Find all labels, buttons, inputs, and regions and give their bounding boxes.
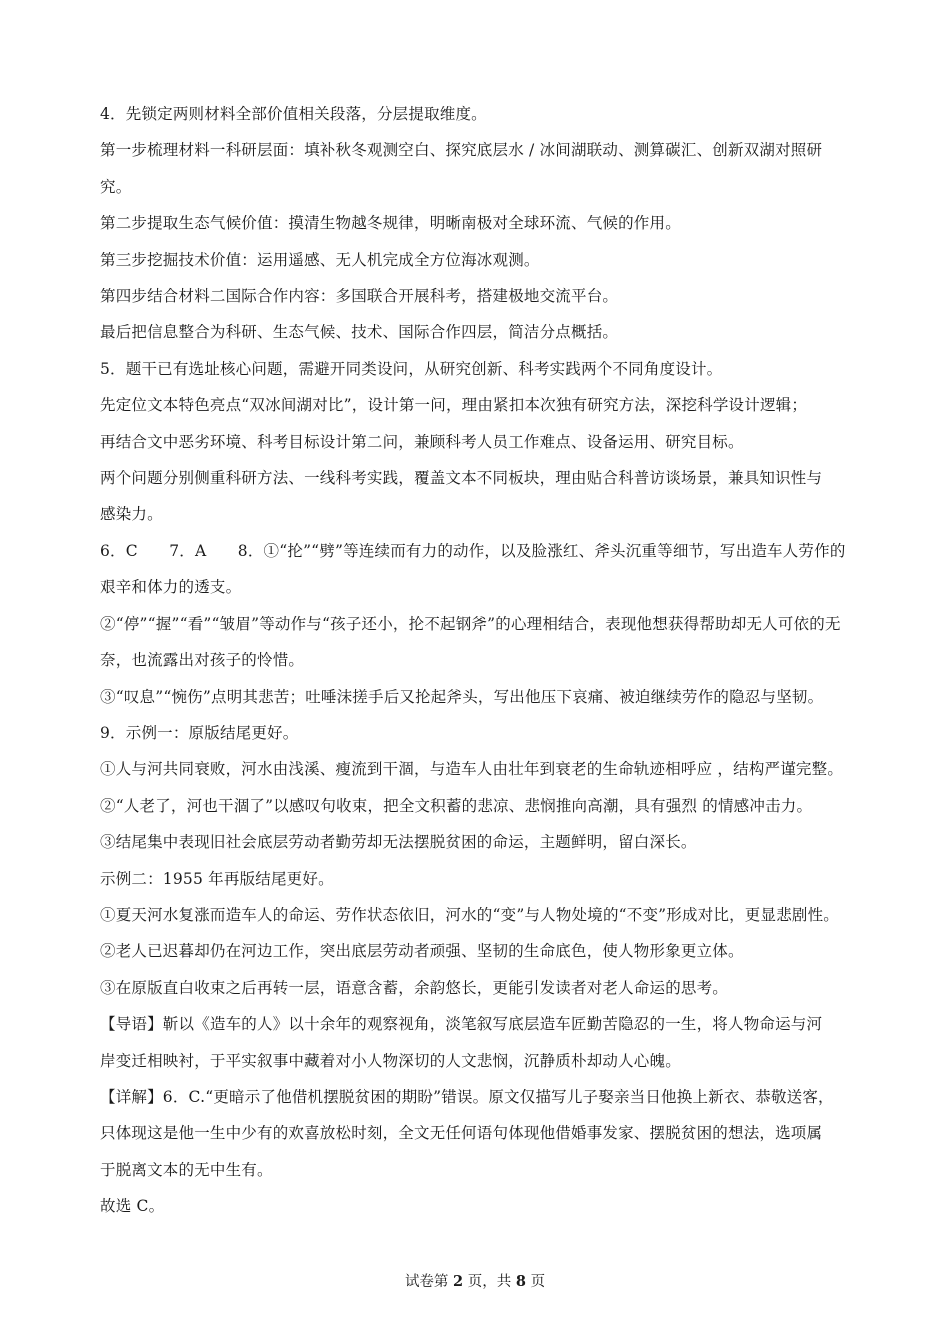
answer-line: 最后把信息整合为科研、生态气候、技术、国际合作四层，简洁分点概括。 [100,323,619,342]
answer-line: ②“停”“握”“看”“皱眉”等动作与“孩子还小，抡不起钢斧”的心理相结合，表现他想获得帮助却无人可依的无 [100,614,841,633]
answer-line: 再结合文中恶劣环境、科考目标设计第二问，兼顾科考人员工作难点、设备运用、研究目标。 [100,432,744,451]
answer-line: ②老人已迟暮却仍在河边工作，突出底层劳动者顽强、坚韧的生命底色，使人物形象更立体。 [100,942,744,961]
answer-line: 两个问题分别侧重科研方法、一线科考实践，覆盖文本不同板块，理由贴合科普访谈场景，兼具知识性与 [100,469,823,488]
answer-line: 9．示例一：原版结尾更好。 [100,723,299,742]
answer-line: 故选 C。 [100,1197,165,1216]
answer-line: ①夏天河水复涨而造车人的命运、劳作状态依旧，河水的“变”与人物处境的“不变”形成对比，更显悲剧性。 [100,905,839,924]
answer-line: 艰辛和体力的透支。 [100,578,242,597]
page-footer [0,1272,950,1292]
answer-line: 第二步提取生态气候价值：摸清生物越冬规律，明晰南极对全球环流、气候的作用。 [100,214,681,233]
answer-line: 先定位文本特色亮点“双冰间湖对比”，设计第一问，理由紧扣本次独有研究方法，深挖科学设计逻辑； [100,396,808,415]
answer-line: 6．C 7．A 8．①“抡”“劈”等连续而有力的动作，以及脸涨红、斧头沉重等细节，写出造车人劳作的 [100,541,846,560]
answer-line: 岸变迁相映衬，于平实叙事中藏着对小人物深切的人文悲悯，沉静质朴却动人心魄。 [100,1051,681,1070]
answer-line: ①人与河共同衰败，河水由浅溪、瘦流到干涸，与造车人由壮年到衰老的生命轨迹相呼应 ，结构严谨完整。 [100,760,844,779]
answer-line: 于脱离文本的无中生有。 [100,1160,273,1179]
answer-line: 【详解】6．C.“更暗示了他借机摆脱贫困的期盼”错误。原文仅描写儿子娶亲当日他换上新衣、恭敬送客， [100,1087,834,1106]
answer-line: ②“人老了，河也干涸了”以感叹句收束，把全文积蓄的悲凉、悲悯推向高潮，具有强烈 的情感冲击力。 [100,796,813,815]
answer-line: 【导语】靳以《造车的人》以十余年的观察视角，淡笔叙写底层造车匠勤苦隐忍的一生，将人物命运与河 [100,1015,823,1034]
answer-line: 第一步梳理材料一科研层面：填补秋冬观测空白、探究底层水 / 冰间湖联动、测算碳汇、创新双湖对照研 [100,141,823,160]
answer-line: 第四步结合材料二国际合作内容：多国联合开展科考，搭建极地交流平台。 [100,287,619,306]
answer-line: ③在原版直白收束之后再转一层，语意含蓄，余韵悠长，更能引发读者对老人命运的思考。 [100,978,729,997]
answer-line: 只体现这是他一生中少有的欢喜放松时刻，全文无任何语句体现他借婚事发家、摆脱贫困的想法，选项属 [100,1124,823,1143]
footer-middle: 页，共 [467,1274,512,1290]
footer-suffix: 页 [530,1274,546,1290]
footer-page-number: 2 [453,1273,464,1290]
answer-line: 示例二：1955 年再版结尾更好。 [100,869,334,888]
answer-line: ③“叹息”“惋伤”点明其悲苦；吐唾沫搓手后又抡起斧头，写出他压下哀痛、被迫继续劳作的隐忍与坚韧。 [100,687,824,706]
answer-line: ③结尾集中表现旧社会底层劳动者勤劳却无法摆脱贫困的命运，主题鲜明，留白深长。 [100,833,697,852]
answer-line: 5．题干已有选址核心问题，需避开同类设问，从研究创新、科考实践两个不同角度设计。 [100,359,723,378]
footer-total-pages: 8 [515,1273,526,1290]
answer-line: 究。 [100,177,132,196]
footer-prefix: 试卷第 [404,1274,449,1290]
answer-line: 感染力。 [100,505,163,524]
answer-line: 4．先锁定两则材料全部价值相关段落，分层提取维度。 [100,105,487,123]
answer-text-block [100,96,858,1225]
answer-line: 奈，也流露出对孩子的怜惜。 [100,651,305,670]
answer-line: 第三步挖掘技术价值：运用遥感、无人机完成全方位海冰观测。 [100,250,540,269]
